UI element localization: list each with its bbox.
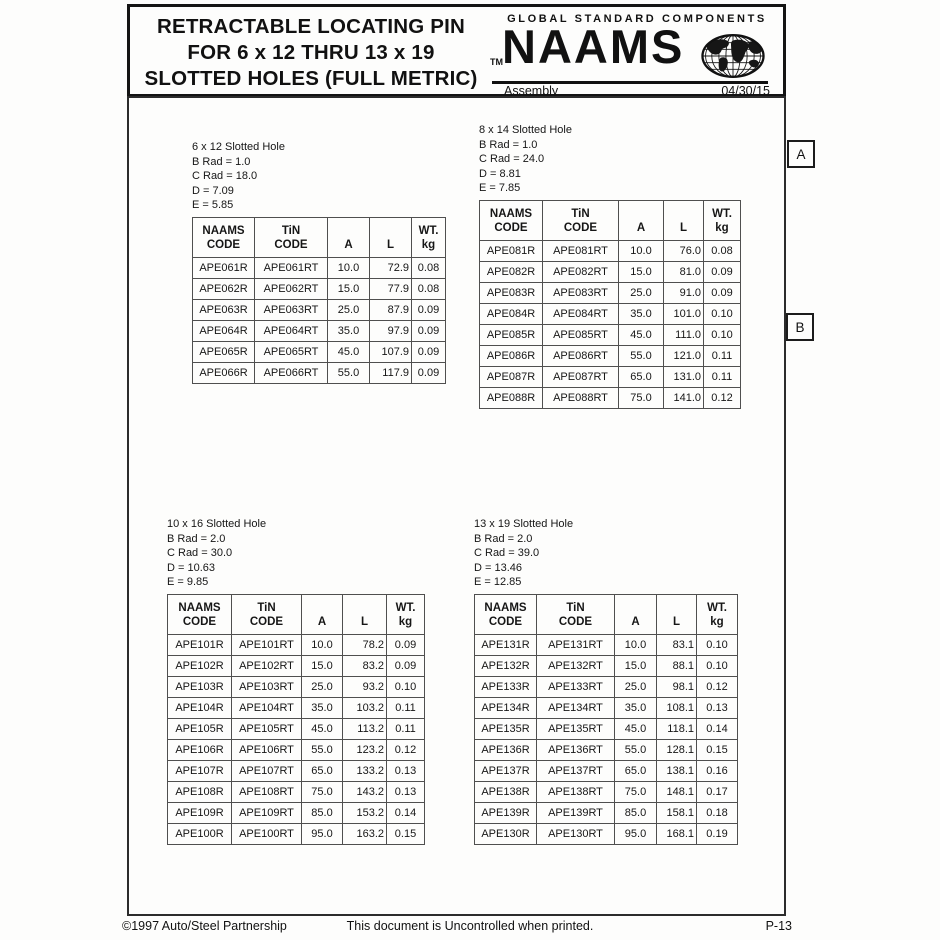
table-cell: APE082RT — [543, 261, 619, 282]
table-cell: APE103RT — [232, 676, 302, 697]
spec-table-6x12 — [192, 217, 446, 384]
table-cell: 95.0 — [302, 823, 343, 844]
table-cell: 118.1 — [657, 718, 697, 739]
table-cell: 0.13 — [387, 760, 425, 781]
table-row — [480, 282, 741, 303]
table-cell: 35.0 — [302, 697, 343, 718]
table-cell: APE105RT — [232, 718, 302, 739]
table-cell: APE088RT — [543, 387, 619, 408]
category-label: Assembly — [504, 84, 559, 98]
table-cell: 0.14 — [697, 718, 738, 739]
page-title — [132, 14, 490, 92]
table-cell: 158.1 — [657, 802, 697, 823]
table-cell: APE108R — [168, 781, 232, 802]
table-cell: APE066R — [193, 362, 255, 383]
table-cell: 0.11 — [387, 697, 425, 718]
table-cell: APE065RT — [255, 341, 328, 362]
table-cell: APE101RT — [232, 634, 302, 655]
table-cell: APE061R — [193, 257, 255, 278]
header-row — [193, 217, 446, 257]
spec-caption-line: E = 7.85 — [479, 182, 521, 195]
zone-marker-b: B — [786, 313, 814, 341]
table-cell: APE138RT — [537, 781, 615, 802]
table-cell: APE139RT — [537, 802, 615, 823]
table-cell: 0.11 — [704, 345, 741, 366]
table-cell: 25.0 — [615, 676, 657, 697]
table-cell: APE085R — [480, 324, 543, 345]
table-cell: 93.2 — [343, 676, 387, 697]
column-header: NAAMS CODE — [193, 217, 255, 257]
table-row — [480, 303, 741, 324]
table-cell: APE084RT — [543, 303, 619, 324]
table-cell: 15.0 — [328, 278, 370, 299]
column-header: TiN CODE — [255, 217, 328, 257]
table-row — [168, 823, 425, 844]
table-row — [168, 676, 425, 697]
table-row — [475, 655, 738, 676]
spec-caption-line: C Rad = 39.0 — [474, 547, 540, 560]
table-cell: APE083RT — [543, 282, 619, 303]
table-cell: 0.09 — [387, 655, 425, 676]
table-row — [168, 781, 425, 802]
table-cell: 0.12 — [697, 676, 738, 697]
table-cell: APE065R — [193, 341, 255, 362]
brand-name: NAAMS — [502, 20, 685, 73]
table-cell: 0.15 — [697, 739, 738, 760]
spec-caption-line: 6 x 12 Slotted Hole — [192, 141, 285, 153]
table-cell: APE084R — [480, 303, 543, 324]
table-cell: 0.10 — [697, 655, 738, 676]
spec-caption-line: B Rad = 1.0 — [192, 155, 251, 168]
spec-caption-line: C Rad = 18.0 — [192, 170, 258, 183]
table-cell: APE132RT — [537, 655, 615, 676]
title-line-1: RETRACTABLE LOCATING PIN — [156, 15, 466, 38]
table-cell: 138.1 — [657, 760, 697, 781]
spec-caption-line: E = 9.85 — [167, 576, 209, 589]
table-cell: APE101R — [168, 634, 232, 655]
table-cell: APE137R — [475, 760, 537, 781]
table-cell: 113.2 — [343, 718, 387, 739]
table-cell: APE081RT — [543, 240, 619, 261]
table-cell: 78.2 — [343, 634, 387, 655]
table-cell: APE134R — [475, 697, 537, 718]
table-cell: APE104RT — [232, 697, 302, 718]
table-cell: 0.10 — [704, 324, 741, 345]
table-cell: 65.0 — [619, 366, 664, 387]
table-cell: APE102R — [168, 655, 232, 676]
spec-caption-line: B Rad = 2.0 — [474, 532, 533, 545]
table-cell: 35.0 — [619, 303, 664, 324]
table-row — [475, 760, 738, 781]
table-cell: APE085RT — [543, 324, 619, 345]
table-cell: 15.0 — [615, 655, 657, 676]
column-header: WT. kg — [704, 200, 741, 240]
table-cell: 45.0 — [328, 341, 370, 362]
spec-caption-line: B Rad = 2.0 — [167, 532, 226, 545]
table-cell: 83.1 — [657, 634, 697, 655]
spec-caption-13x19 — [474, 517, 738, 590]
table-cell: 123.2 — [343, 739, 387, 760]
table-cell: 0.09 — [412, 362, 446, 383]
table-cell: 15.0 — [619, 261, 664, 282]
spec-caption-line: 13 x 19 Slotted Hole — [474, 518, 574, 530]
table-cell: 0.10 — [704, 303, 741, 324]
table-cell: APE108RT — [232, 781, 302, 802]
table-row — [475, 802, 738, 823]
table-cell: APE086R — [480, 345, 543, 366]
table-cell: 0.11 — [387, 718, 425, 739]
table-cell: 25.0 — [619, 282, 664, 303]
table-row — [193, 257, 446, 278]
table-cell: 148.1 — [657, 781, 697, 802]
table-cell: 25.0 — [328, 299, 370, 320]
table-cell: 98.1 — [657, 676, 697, 697]
table-cell: APE136R — [475, 739, 537, 760]
table-cell: APE107R — [168, 760, 232, 781]
table-row — [475, 739, 738, 760]
table-cell: APE131R — [475, 634, 537, 655]
table-cell: APE087R — [480, 366, 543, 387]
table-cell: 75.0 — [619, 387, 664, 408]
column-header: A — [619, 200, 664, 240]
page-number: P-13 — [765, 919, 792, 933]
table-cell: 168.1 — [657, 823, 697, 844]
column-header: L — [370, 217, 412, 257]
table-row — [475, 718, 738, 739]
table-cell: 117.9 — [370, 362, 412, 383]
header-row — [168, 594, 425, 634]
table-cell: APE103R — [168, 676, 232, 697]
table-cell: APE131RT — [537, 634, 615, 655]
table-row — [168, 802, 425, 823]
table-row — [193, 320, 446, 341]
table-cell: APE136RT — [537, 739, 615, 760]
title-line-2: FOR 6 x 12 THRU 13 x 19 — [187, 41, 435, 64]
table-cell: 72.9 — [370, 257, 412, 278]
table-cell: 10.0 — [619, 240, 664, 261]
table-cell: 131.0 — [664, 366, 704, 387]
spec-table-10x16 — [167, 594, 425, 845]
table-cell: APE063R — [193, 299, 255, 320]
table-cell: APE062R — [193, 278, 255, 299]
column-header: A — [302, 594, 343, 634]
table-cell: 55.0 — [619, 345, 664, 366]
table-cell: 76.0 — [664, 240, 704, 261]
spec-caption-line: B Rad = 1.0 — [479, 138, 538, 151]
column-header: TiN CODE — [537, 594, 615, 634]
table-row — [168, 697, 425, 718]
column-header: NAAMS CODE — [475, 594, 537, 634]
spec-caption-line: E = 5.85 — [192, 199, 234, 212]
table-row — [475, 676, 738, 697]
column-header: NAAMS CODE — [480, 200, 543, 240]
table-cell: 55.0 — [615, 739, 657, 760]
table-cell: APE066RT — [255, 362, 328, 383]
table-cell: 163.2 — [343, 823, 387, 844]
table-cell: 0.14 — [387, 802, 425, 823]
table-cell: 0.09 — [704, 282, 741, 303]
globe-icon — [697, 33, 769, 79]
table-cell: 121.0 — [664, 345, 704, 366]
table-cell: 103.2 — [343, 697, 387, 718]
trademark-symbol: TM — [490, 57, 503, 67]
table-cell: APE133RT — [537, 676, 615, 697]
table-cell: APE134RT — [537, 697, 615, 718]
table-cell: APE061RT — [255, 257, 328, 278]
table-cell: 0.15 — [387, 823, 425, 844]
table-cell: 35.0 — [615, 697, 657, 718]
table-row — [480, 240, 741, 261]
column-header: L — [343, 594, 387, 634]
spec-caption-8x14 — [479, 123, 741, 196]
table-cell: 35.0 — [328, 320, 370, 341]
spec-caption-line: C Rad = 30.0 — [167, 547, 233, 560]
table-row — [480, 261, 741, 282]
column-header: WT. kg — [697, 594, 738, 634]
table-row — [193, 278, 446, 299]
table-cell: 81.0 — [664, 261, 704, 282]
table-cell: 0.10 — [387, 676, 425, 697]
table-cell: 0.19 — [697, 823, 738, 844]
table-cell: 83.2 — [343, 655, 387, 676]
table-cell: 45.0 — [302, 718, 343, 739]
table-cell: 128.1 — [657, 739, 697, 760]
table-cell: 97.9 — [370, 320, 412, 341]
table-cell: APE064RT — [255, 320, 328, 341]
table-row — [475, 823, 738, 844]
table-cell: 0.09 — [412, 341, 446, 362]
table-group-10x16 — [167, 517, 425, 845]
table-cell: 55.0 — [302, 739, 343, 760]
header-row — [475, 594, 738, 634]
column-header: L — [664, 200, 704, 240]
spec-caption-line: C Rad = 24.0 — [479, 153, 545, 166]
table-cell: 107.9 — [370, 341, 412, 362]
table-cell: 55.0 — [328, 362, 370, 383]
spec-caption-line: E = 12.85 — [474, 576, 522, 589]
spec-caption-line: 10 x 16 Slotted Hole — [167, 518, 267, 530]
table-cell: 0.10 — [697, 634, 738, 655]
table-cell: APE100R — [168, 823, 232, 844]
table-cell: 77.9 — [370, 278, 412, 299]
table-cell: 108.1 — [657, 697, 697, 718]
table-group-8x14 — [479, 123, 741, 409]
table-cell: 0.08 — [412, 257, 446, 278]
column-header: WT. kg — [412, 217, 446, 257]
table-cell: APE137RT — [537, 760, 615, 781]
table-cell: 0.17 — [697, 781, 738, 802]
spec-caption-line: D = 10.63 — [167, 561, 216, 574]
table-cell: APE062RT — [255, 278, 328, 299]
column-header: TiN CODE — [232, 594, 302, 634]
table-cell: APE138R — [475, 781, 537, 802]
column-header: A — [328, 217, 370, 257]
table-cell: APE106R — [168, 739, 232, 760]
copyright-text: ©1997 Auto/Steel Partnership — [122, 919, 287, 933]
table-cell: 143.2 — [343, 781, 387, 802]
uncontrolled-notice: This document is Uncontrolled when printed. — [346, 919, 594, 933]
table-row — [480, 387, 741, 408]
table-cell: 0.09 — [387, 634, 425, 655]
brand-tagline: GLOBAL STANDARD COMPONENTS — [507, 13, 767, 25]
table-cell: 101.0 — [664, 303, 704, 324]
table-cell: APE130R — [475, 823, 537, 844]
table-cell: 0.13 — [697, 697, 738, 718]
table-cell: 75.0 — [302, 781, 343, 802]
table-cell: 0.12 — [704, 387, 741, 408]
column-header: TiN CODE — [543, 200, 619, 240]
table-cell: 133.2 — [343, 760, 387, 781]
table-cell: 111.0 — [664, 324, 704, 345]
table-cell: 0.11 — [704, 366, 741, 387]
column-header: NAAMS CODE — [168, 594, 232, 634]
spec-caption-line: D = 7.09 — [192, 184, 234, 197]
spec-caption-line: D = 13.46 — [474, 561, 523, 574]
table-cell: APE064R — [193, 320, 255, 341]
table-cell: 10.0 — [615, 634, 657, 655]
table-cell: APE063RT — [255, 299, 328, 320]
table-row — [168, 655, 425, 676]
table-cell: 45.0 — [619, 324, 664, 345]
table-row — [480, 345, 741, 366]
naams-brand-block — [490, 7, 784, 98]
table-cell: 0.08 — [412, 278, 446, 299]
table-cell: 0.09 — [412, 299, 446, 320]
table-cell: 153.2 — [343, 802, 387, 823]
spec-caption-10x16 — [167, 517, 425, 590]
table-row — [193, 341, 446, 362]
table-cell: APE106RT — [232, 739, 302, 760]
table-cell: 0.08 — [704, 240, 741, 261]
table-cell: APE100RT — [232, 823, 302, 844]
title-block — [127, 4, 786, 97]
table-cell: 65.0 — [302, 760, 343, 781]
table-cell: APE086RT — [543, 345, 619, 366]
table-cell: APE088R — [480, 387, 543, 408]
revision-date: 04/30/15 — [721, 84, 770, 98]
table-cell: APE132R — [475, 655, 537, 676]
table-row — [193, 362, 446, 383]
table-cell: 45.0 — [615, 718, 657, 739]
table-cell: 88.1 — [657, 655, 697, 676]
table-cell: 0.09 — [412, 320, 446, 341]
table-row — [168, 760, 425, 781]
table-cell: 75.0 — [615, 781, 657, 802]
table-cell: 0.09 — [704, 261, 741, 282]
spec-caption-line: 8 x 14 Slotted Hole — [479, 124, 572, 136]
table-cell: 15.0 — [302, 655, 343, 676]
table-group-13x19 — [474, 517, 738, 845]
table-row — [480, 324, 741, 345]
spec-caption-line: D = 8.81 — [479, 167, 521, 180]
table-group-6x12 — [192, 140, 446, 384]
table-cell: 141.0 — [664, 387, 704, 408]
table-cell: 87.9 — [370, 299, 412, 320]
table-cell: APE107RT — [232, 760, 302, 781]
table-row — [168, 634, 425, 655]
table-cell: APE139R — [475, 802, 537, 823]
spec-table-13x19 — [474, 594, 738, 845]
spec-caption-6x12 — [192, 140, 446, 213]
column-header: A — [615, 594, 657, 634]
table-cell: 91.0 — [664, 282, 704, 303]
table-cell: APE081R — [480, 240, 543, 261]
table-row — [475, 634, 738, 655]
table-row — [475, 781, 738, 802]
table-cell: APE130RT — [537, 823, 615, 844]
table-cell: APE109RT — [232, 802, 302, 823]
table-cell: 25.0 — [302, 676, 343, 697]
table-cell: 65.0 — [615, 760, 657, 781]
table-cell: 0.18 — [697, 802, 738, 823]
spec-table-8x14 — [479, 200, 741, 409]
table-cell: APE102RT — [232, 655, 302, 676]
table-cell: APE083R — [480, 282, 543, 303]
table-cell: 95.0 — [615, 823, 657, 844]
table-cell: APE105R — [168, 718, 232, 739]
table-cell: APE082R — [480, 261, 543, 282]
table-row — [168, 718, 425, 739]
table-cell: 85.0 — [302, 802, 343, 823]
column-header: WT. kg — [387, 594, 425, 634]
table-cell: 10.0 — [302, 634, 343, 655]
table-cell: 85.0 — [615, 802, 657, 823]
table-cell: 0.12 — [387, 739, 425, 760]
table-row — [480, 366, 741, 387]
table-cell: APE109R — [168, 802, 232, 823]
table-row — [193, 299, 446, 320]
table-cell: 0.16 — [697, 760, 738, 781]
table-cell: APE133R — [475, 676, 537, 697]
table-cell: APE135RT — [537, 718, 615, 739]
table-row — [168, 739, 425, 760]
table-cell: 0.13 — [387, 781, 425, 802]
table-cell: APE087RT — [543, 366, 619, 387]
table-cell: 10.0 — [328, 257, 370, 278]
zone-marker-a: A — [787, 140, 815, 168]
table-row — [475, 697, 738, 718]
header-row — [480, 200, 741, 240]
column-header: L — [657, 594, 697, 634]
table-cell: APE135R — [475, 718, 537, 739]
table-cell: APE104R — [168, 697, 232, 718]
page-footer — [0, 919, 940, 939]
title-line-3: SLOTTED HOLES (FULL METRIC) — [144, 67, 478, 90]
